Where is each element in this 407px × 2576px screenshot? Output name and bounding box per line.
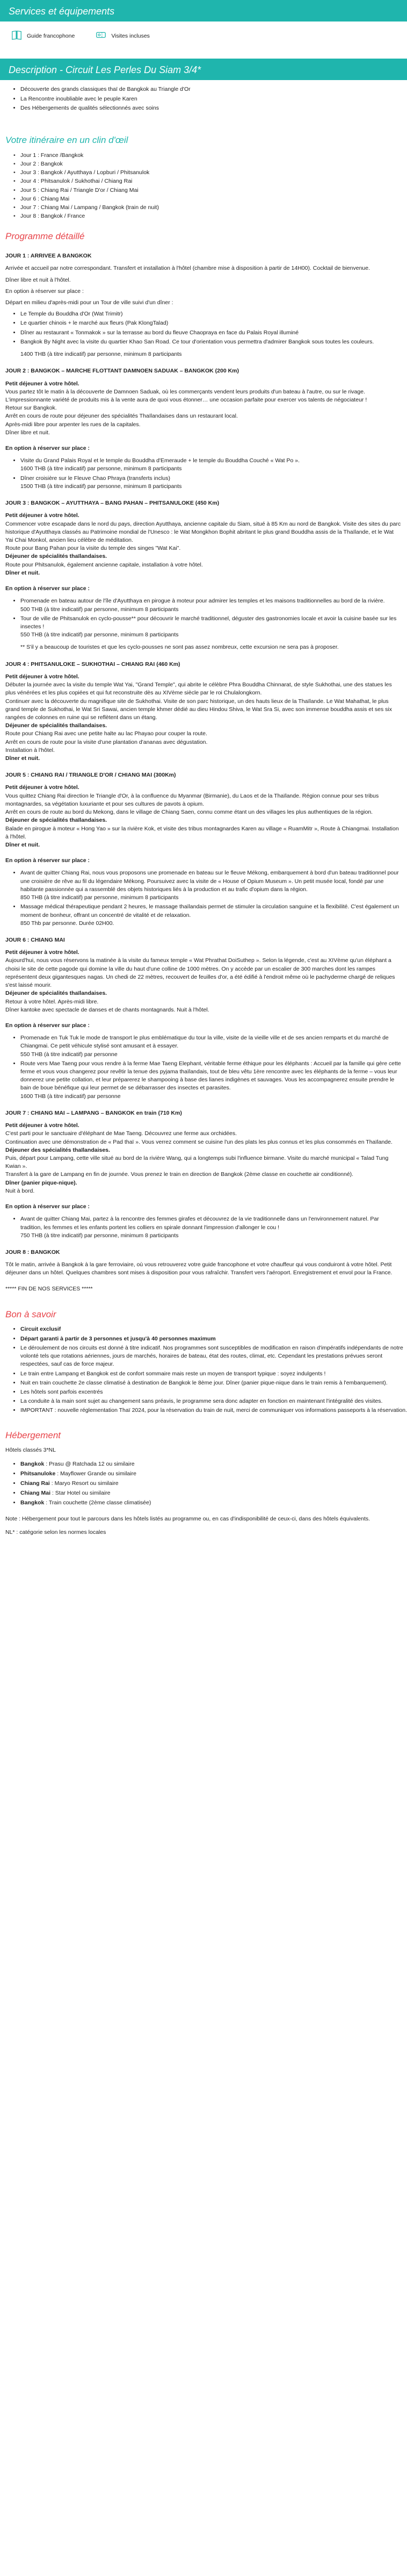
list-item: • Phitsanuloke : Mayflower Grande ou similaire [20, 1470, 402, 1478]
list-item: • Bangkok : Train couchette (2ème classe climatisée) [20, 1499, 402, 1507]
option-list [5, 869, 402, 928]
line: Aujourd'hui, nous vous réservons la matinée à la visite du fameux temple « Wat Phrathat DoiSuthep ». Selon la légende, c'est au XIVème qu'un éléphant a choisi le site de cette pagode qui domine la ville du haut d'une colline de 1000 mètres. On y accède par un escalier de 300 marches dont les rampes représentent deux gigantesques nagas. Un chedi de 22 mètres, recouvert de feuilles d'or, a été édifié à l'endroit même où le pachyderme chargé de reliques s'est laissé mourir. [5, 957, 395, 989]
itinerary-list [0, 152, 407, 221]
list-item: • Départ garanti à partir de 3 personnes et jusqu'à 40 personnes maximum [20, 1335, 407, 1343]
list-item: • Tour de ville de Phitsanulok en cyclo-pousse** pour découvrir le marché traditionnel, déguster des gastronomies locale et avoir la cuisine basée sur les insectes ! 550 THB (à titre indicatif) par personne, minimum 8 participants [20, 615, 402, 640]
line: Après-midi libre pour arpenter les rues de la capitales. [5, 421, 141, 428]
paragraph: Arrivée et accueil par notre correspondant. Transfert et installation à l'hôtel (chambre mise à disposition à partir de 14H00). Cocktail de bienvenue. [5, 265, 370, 272]
line: Déjeuner des spécialités thaïlandaises. [5, 1146, 110, 1153]
line: Transfert à la gare de Lampang en fin de journée. Vous prenez le train en direction de Bangkok (2ème classe en couchette air conditionné). [5, 1171, 354, 1178]
line: Déjeuner de spécialités thaïlandaises. [5, 722, 107, 729]
line: Route pour Bang Pahan pour la visite du temple des singes "Wat Kai". [5, 545, 181, 552]
paragraph: Dîner libre et nuit à l'hôtel. [5, 276, 71, 283]
line: Petit déjeuner à votre hôtel. [5, 380, 79, 387]
hebergement-note: Note : Hébergement pour tout le parcours dans les hôtels listés au programme ou, en cas d'indisponibilité de ceux-ci, dans des hôtels équivalents. [5, 1515, 370, 1522]
option-intro: En option à réserver sur place : [5, 1203, 90, 1210]
list-item: • Le Temple du Bouddha d'Or (Wat Trimitr) [20, 310, 402, 318]
day-heading: JOUR 1 : ARRIVEE A BANGKOK [5, 253, 92, 260]
list-item: • Avant de quitter Chiang Rai, nous vous proposons une promenade en bateau sur le fleuve Mékong, embarquement à bord d'un bateau traditionnel pour une croisière de rêve au fil du légendaire Mékong. Poursuivez avec la visite de « House of Opium Museum ». Un petit musée local, fondé par une habitante passionnée qui a rassemblé des objets historiques liés à la production et au trafic d'opium dans la région. 850 THB (à titre indicatif) par personne, minimum 8 participants [20, 869, 402, 902]
line: Arrêt en cours de route pour la visite d'une plantation d'ananas avec dégustation. [5, 738, 208, 745]
list-item: • Les hôtels sont parfois excentrés [20, 1388, 407, 1396]
day-body [5, 380, 402, 437]
hebergement-intro: Hôtels classés 3*NL [5, 1447, 56, 1454]
description-title: Description - Circuit Les Perles Du Siam 3/4* [9, 64, 201, 76]
services-title: Services et équipements [9, 6, 115, 17]
list-item: • Nuit en train couchette 2e classe climatisé à destination de Bangkok le 8ème jour. Dîner (panier pique-nique dans le train remis à l'embarquement). [20, 1379, 407, 1387]
note: ** S'il y a beaucoup de touristes et que les cyclo-pousses ne sont pas assez nombreux, cette excursion ne sera pas à proposer. [20, 644, 339, 651]
services-row [0, 21, 407, 50]
line: Dîner libre et nuit. [5, 429, 50, 436]
line: Retour sur Bangkok. [5, 405, 57, 412]
list-item: • Avant de quitter Chiang Mai, partez à la rencontre des femmes girafes et découvrez de la vie traditionnelle dans un l'environnement naturel. Par tradition, les femmes et les enfants portent les colliers en spirale donnant l'impression d'allonger le cou ! 750 THB (à titre indicatif) par personne, minimum 8 participants [20, 1215, 402, 1240]
line: Installation à l'hôtel. [5, 747, 55, 754]
list-item: • Le déroulement de nos circuits est donné à titre indicatif. Nos programmes sont susceptibles de modification en raison d'impératifs indépendants de notre volonté tels que rotations aériennes, jours de marchés, horaires de bateau, état des routes, climat, etc. Cependant les prestations prévues seront respectées, sauf cas de force majeur. [20, 1344, 407, 1369]
line: Retour à votre hôtel. Après-midi libre. [5, 998, 99, 1005]
day-heading: JOUR 7 : CHIANG MAI – LAMPANG – BANGKOK en train (710 Km) [5, 1109, 182, 1116]
day-body [5, 784, 402, 849]
list-item: • Promenade en bateau autour de l'île d'Ayutthaya en pirogue à moteur pour admirer les temples et les maisons traditionnelles au bord de la rivière. 500 THB (à titre indicatif) par personne, minimum 8 participants [20, 597, 402, 613]
list-item: • IMPORTANT : nouvelle réglementation Thaï 2024, pour la réservation du train de nuit, merci de communiquer vos informations passeports à la réservation. [20, 1407, 407, 1415]
line: Route pour Phitsanulok, également ancienne capitale, installation à votre hôtel. [5, 561, 203, 568]
day-body [5, 512, 402, 577]
good-to-know-title: Bon à savoir [5, 1309, 56, 1319]
day-6 [0, 936, 407, 1101]
day-body [5, 673, 402, 763]
hebergement [0, 1446, 407, 1507]
day-heading: JOUR 6 : CHIANG MAI [5, 936, 65, 943]
list-item: • Jour 3 : Bangkok / Ayutthaya / Lopburi / Phitsanulok [20, 169, 407, 177]
list-item: • Des Hébergements de qualités sélectionnés avec soins [20, 104, 407, 112]
option-list [5, 310, 402, 346]
line: Petit déjeuner à votre hôtel. [5, 1122, 79, 1129]
book-icon [11, 29, 23, 44]
paragraph: Tôt le matin, arrivée à Bangkok à la gare ferroviaire, où vous retrouverez votre guide francophone et votre chauffeur qui vous conduiront à votre hôtel. Petit déjeuner dans un hôtel. Quelques chambres sont mises à disposition pour vous rafraîchir. Transfert vers l'aéroport. Enregistrement et envol pour la France. [5, 1261, 393, 1276]
line: Vous partez tôt le matin à la découverte de Damnoen Saduak, où les commerçants vendent leurs produits d'un bateau à l'autre, ou sur le rivage. L'impressionnante variété de produits mis à la vente aura de quoi vous étonner… une occasion parfaite pour exercer vos talents de négociateur ! [5, 388, 367, 403]
ticket-icon [95, 29, 107, 44]
option-intro: En option à réserver sur place : [5, 857, 90, 864]
hotel-list [5, 1460, 402, 1508]
line: Arrêt en cours de route pour déjeuner des spécialités Thaïlandaises dans un restaurant local. [5, 413, 238, 420]
option-intro: En option à réserver sur place : [5, 1022, 90, 1029]
day-heading: JOUR 2 : BANGKOK – MARCHE FLOTTANT DAMNOEN SADUAK – BANGKOK (200 Km) [5, 368, 239, 375]
line: Déjeuner de spécialités thaïlandaises. [5, 553, 107, 560]
day-7 [0, 1109, 407, 1240]
line: Dîner et nuit. [5, 755, 40, 762]
option-intro: En option à réserver sur place : [5, 585, 90, 592]
list-item: • Jour 4 : Phitsanulok / Sukhothai / Chiang Rai [20, 177, 407, 185]
day-2 [0, 367, 407, 491]
list-item: • Bangkok : Prasu @ Ratchada 12 ou similaire [20, 1460, 402, 1468]
line: Commencer votre escapade dans le nord du pays, direction Ayutthaya, ancienne capitale du Siam, situé à 85 Km au nord de Bangkok. Visite des sites du parc historique d'Ayutthaya classés au Patrimoine mondial de l'Unesco : le Wat Mongkhon Bophit abritant le plus grand Bouddha assis de la Thaïlande, et le Wat Yai Chai Monkol, ancien lieu célèbre de méditation. [5, 520, 401, 543]
option-intro: Départ en milieu d'après-midi pour un Tour de ville suivi d'un dîner : [5, 299, 173, 306]
line: Débuter la journée avec la visite du temple Wat Yai, "Grand Temple", qui abrite le célèbre Phra Bouddha Chinnarat, de style Sukhothai, une des statues les plus vénérées et les plus copiées et qui fut reconstruite dès au XIVème siècle par le roi Chulalongkorn. [5, 681, 392, 697]
list-item: • Circuit exclusif [20, 1325, 407, 1333]
list-item: • Visite du Grand Palais Royal et le temple du Bouddha d'Emeraude + le temple du Bouddha Couché « Wat Po ». 1600 THB (à titre indicatif) par personne, minimum 8 participants [20, 457, 402, 473]
list-item: • Jour 8 : Bangkok / France [20, 212, 407, 220]
line: Dîner et nuit. [5, 842, 40, 848]
list-item: • La Rencontre inoubliable avec le peuple Karen [20, 95, 407, 103]
line: Balade en pirogue à moteur « Hong Yao » sur la rivière Kok, et visite des tribus montagnardes Karen au village « RuamMitr », Route à Chiangmai. Installation à l'hôtel. [5, 825, 399, 840]
day-3 [0, 499, 407, 652]
price: 1400 THB (à titre indicatif) par personne, minimum 8 participants [20, 351, 182, 358]
list-item: • Promenade en Tuk Tuk le mode de transport le plus emblématique du tour la ville, visite de la vieille ville et de ses ancien remparts et du marché de Chiangmai. Ce petit véhicule stylisé sont amusant et à essayer. 550 THB (à titre indicatif) par personne [20, 1034, 402, 1059]
list-item: • Découverte des grands classiques thaï de Bangkok au Triangle d'Or [20, 85, 407, 94]
list-item: • Jour 5 : Chiang Rai / Triangle D'or / Chiang Mai [20, 186, 407, 195]
line: Vous quittez Chiang Rai direction le Triangle d'Or, à la confluence du Myanmar (Birmanie), du Laos et de la Thaïlande. Région connue pour ses tribus montagnardes, sa végétation luxuriante et pour ses cultures de pavots à opium. [5, 792, 379, 807]
list-item: • Jour 1 : France /Bangkok [20, 152, 407, 160]
line: Continuer avec la découverte du magnifique site de Sukhothai. Visite de son parc historique, un des hauts lieux de la Thaïlande. Le Wat Mahathat, le plus grand temple de Sukhothai, le Wat Sri Sawai, ancien temple khmer dédié au dieu Hindou Shiva, le Wat Sra Si, avec son immense bouddha assis et ses six rangées de colonnes en ruine qui se reflètent dans un étang. [5, 698, 393, 721]
day-heading: JOUR 5 : CHIANG RAI / TRIANGLE D'OR / CHIANG MAI (300Km) [5, 772, 176, 779]
line: Déjeuner de spécialités thaïlandaises. [5, 990, 107, 997]
good-to-know [0, 1325, 407, 1415]
list-item: • Chiang Mai : Star Hotel ou similaire [20, 1489, 402, 1497]
option-intro: En option à réserver sur place : [5, 288, 84, 295]
description-points [0, 85, 407, 112]
list-item: • Le quartier chinois + le marché aux fleurs (Pak KlongTalad) [20, 319, 402, 327]
line: Arrêt en cours de route au bord du Mekong, dans le village de Chiang Saen, connu comme étant un des villages les plus authentiques de la région. [5, 809, 373, 816]
list-item: • Le train entre Lampang et Bangkok est de confort sommaire mais reste un moyen de transport typique : soyez indulgents ! [20, 1370, 407, 1378]
list-item: • La conduite à la main sont sujet au changement sans préavis, le programme sera donc adapter en fonction en maintenant l'intégralité des visites. [20, 1397, 407, 1405]
option-list [5, 457, 402, 491]
line: Petit déjeuner à votre hôtel. [5, 784, 79, 791]
line: Dîner kantoke avec spectacle de danses et de chants montagnards. Nuit à l'hôtel. [5, 1006, 209, 1013]
day-5 [0, 771, 407, 928]
day-heading: JOUR 4 : PHITSANULOKE – SUKHOTHAI – CHIANG RAI (460 Km) [5, 661, 180, 668]
day-heading: JOUR 3 : BANGKOK – AYUTTHAYA – BANG PAHAN – PHITSANULOKE (450 Km) [5, 500, 220, 507]
option-list [5, 597, 402, 639]
service-visits [95, 29, 150, 44]
day-body [5, 1122, 402, 1195]
option-intro: En option à réserver sur place : [5, 445, 90, 452]
footer-note: NL* : catégorie selon les normes locales [5, 1529, 106, 1535]
list-item: • Dîner croisière sur le Fleuve Chao Phraya (transferts inclus) 1500 THB (à titre indicatif) par personne, minimum 8 participants [20, 475, 402, 491]
line: Déjeuner de spécialités thaïlandaises. [5, 817, 107, 824]
service-label: Guide francophone [27, 33, 75, 40]
list-item: • Massage médical thérapeutique pendant 2 heures, le massage thaïlandais permet de stimuler la circulation sanguine et la flexibilité. C'est également un moment de bonheur, offrant un concentré de vitalité et de relaxation. 850 Thb par personne. Durée 02H00. [20, 903, 402, 928]
itinerary-title: Votre itinéraire en un clin d'œil [5, 135, 128, 146]
service-label: Visites incluses [111, 33, 150, 40]
list-item: • Jour 7 : Chiang Mai / Lampang / Bangkok (train de nuit) [20, 204, 407, 212]
line: Continuation avec une démonstration de « Pad thaï ». Vous verrez comment se cuisine l'un des plats les plus connus et les plus consommés en Thaïlande. [5, 1138, 393, 1145]
list-item: • Jour 6 : Chiang Mai [20, 195, 407, 203]
line: Route pour Chiang Rai avec une petite halte au lac Phayao pour couper la route. [5, 730, 207, 737]
end-of-services: ***** FIN DE NOS SERVICES ***** [5, 1285, 93, 1292]
list-item: • Dîner au restaurant « Tonmakok » sur la terrasse au bord du fleuve Chaopraya en face du Palais Royal illuminé [20, 329, 402, 337]
program-title: Programme détaillé [5, 231, 85, 242]
day-body [5, 949, 402, 1014]
line: Dîner (panier pique-nique). [5, 1179, 77, 1186]
list-item: • Route vers Mae Taeng pour vous rendre à la ferme Mae Taeng Elephant, véritable ferme éthique pour les éléphants : Accueil par la famille qui gère cette ferme et vous vous changerez pour revêtir la tenue des pyjama thaïlandais, tout de bleu vêtu 1ère rencontre avec les éléphants de la ferme – vous leur donnerez une petite collation, et leur préparerez le shampooing à base des lianes indigènes et sauvages. Vous les accompagnerez ensuite prendre le bain de boue bénéfique qui leur permet de se débarrasser des insectes et parasites. 1600 THB (à titre indicatif) par personne [20, 1060, 402, 1101]
line: Nuit à bord. [5, 1187, 35, 1194]
hebergement-title: Hébergement [5, 1430, 61, 1440]
day-heading: JOUR 8 : BANGKOK [5, 1248, 60, 1255]
services-banner [0, 0, 407, 21]
line: Dîner et nuit. [5, 569, 40, 576]
day-8 [0, 1248, 407, 1278]
list-item: • Chiang Rai : Maryo Resort ou similaire [20, 1480, 402, 1488]
line: Petit déjeuner à votre hôtel. [5, 512, 79, 519]
service-guide [11, 29, 75, 44]
option-list [5, 1215, 402, 1240]
line: Puis, départ pour Lampang, cette ville situé au bord de la rivière Wang, qui a longtemps subi l'influence birmane. Visite du marché municipal « Talad Tung Kwian ». [5, 1155, 389, 1170]
option-list [5, 1034, 402, 1101]
list-item: • Bangkok By Night avec la visite du quartier Khao San Road. Ce tour d'orientation vous permettra d'admirer Bangkok sous toutes les couleurs. [20, 338, 402, 346]
line: C'est parti pour le sanctuaire d'éléphant de Mae Taeng. Découvrez une ferme aux orchidées. [5, 1130, 237, 1137]
line: Petit déjeuner à votre hôtel. [5, 949, 79, 956]
line: Petit déjeuner à votre hôtel. [5, 673, 79, 680]
day-4 [0, 661, 407, 763]
list-item: • Jour 2 : Bangkok [20, 160, 407, 168]
good-to-know-list [0, 1325, 407, 1415]
description-banner [0, 59, 407, 80]
day-1 [0, 252, 407, 358]
